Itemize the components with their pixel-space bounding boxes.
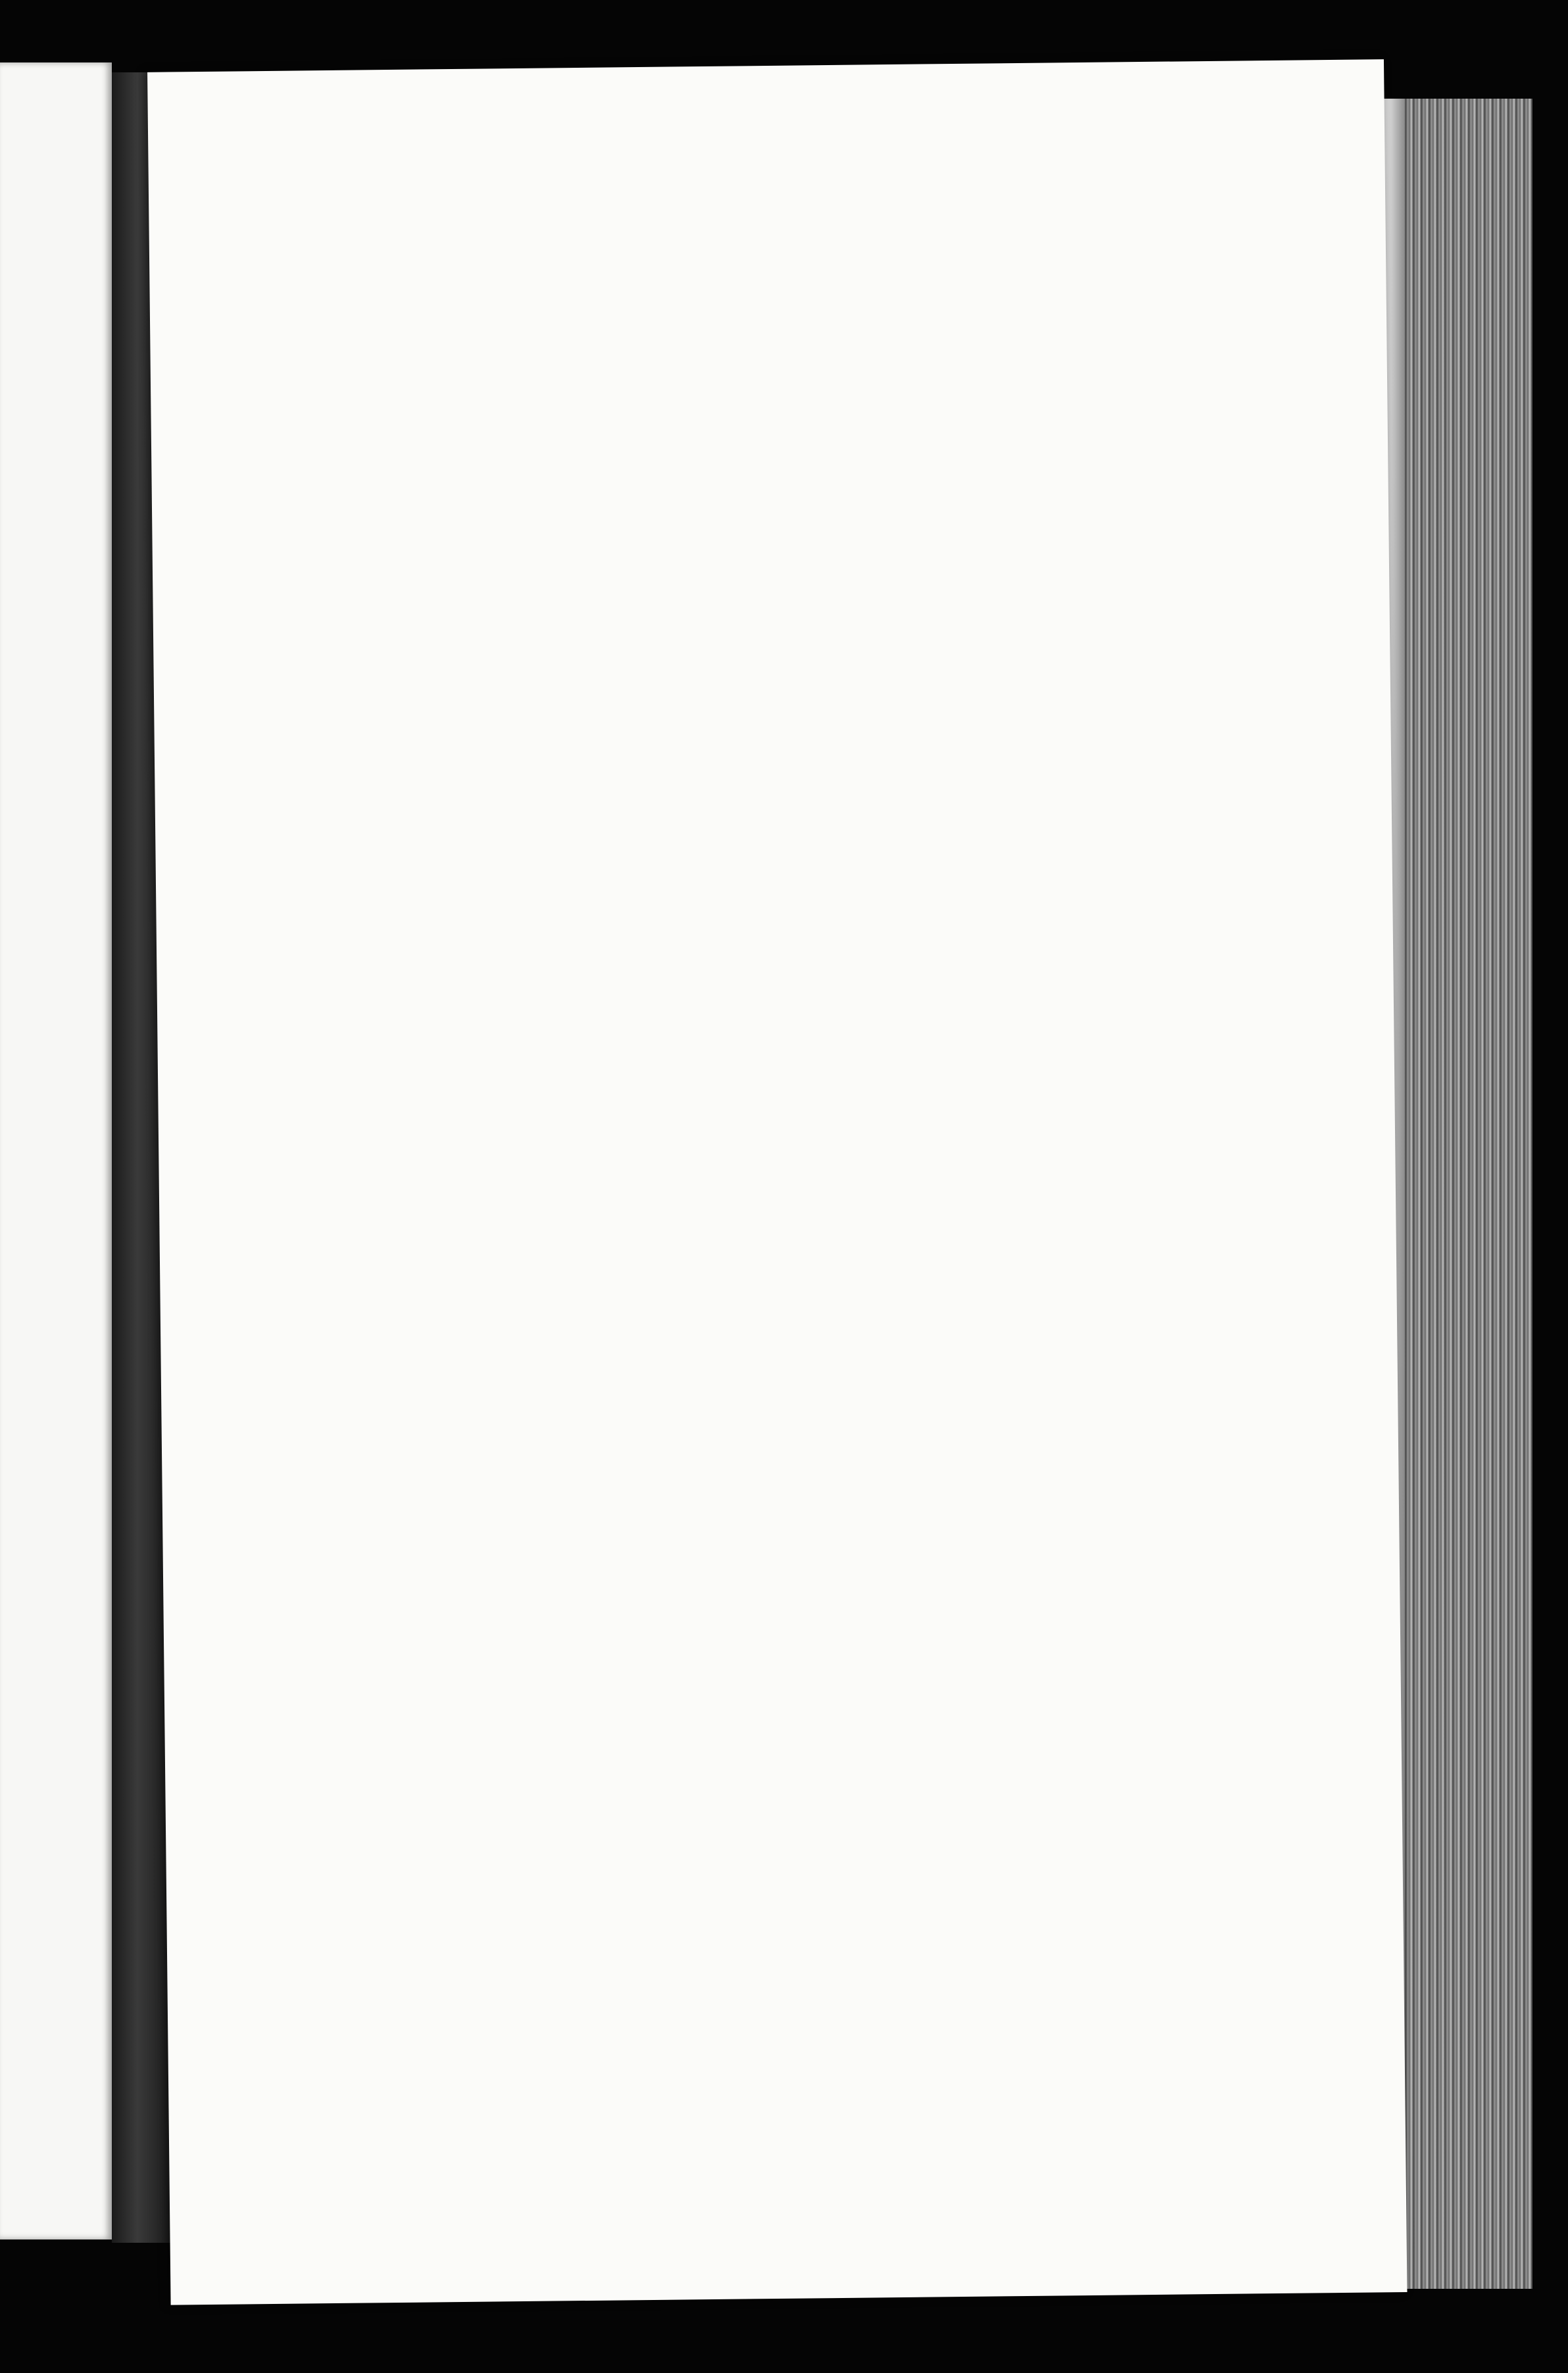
running-head (149, 232, 1386, 245)
left-facing-page (0, 62, 112, 2239)
body-text (200, 281, 1213, 292)
book-page (147, 59, 1407, 2305)
